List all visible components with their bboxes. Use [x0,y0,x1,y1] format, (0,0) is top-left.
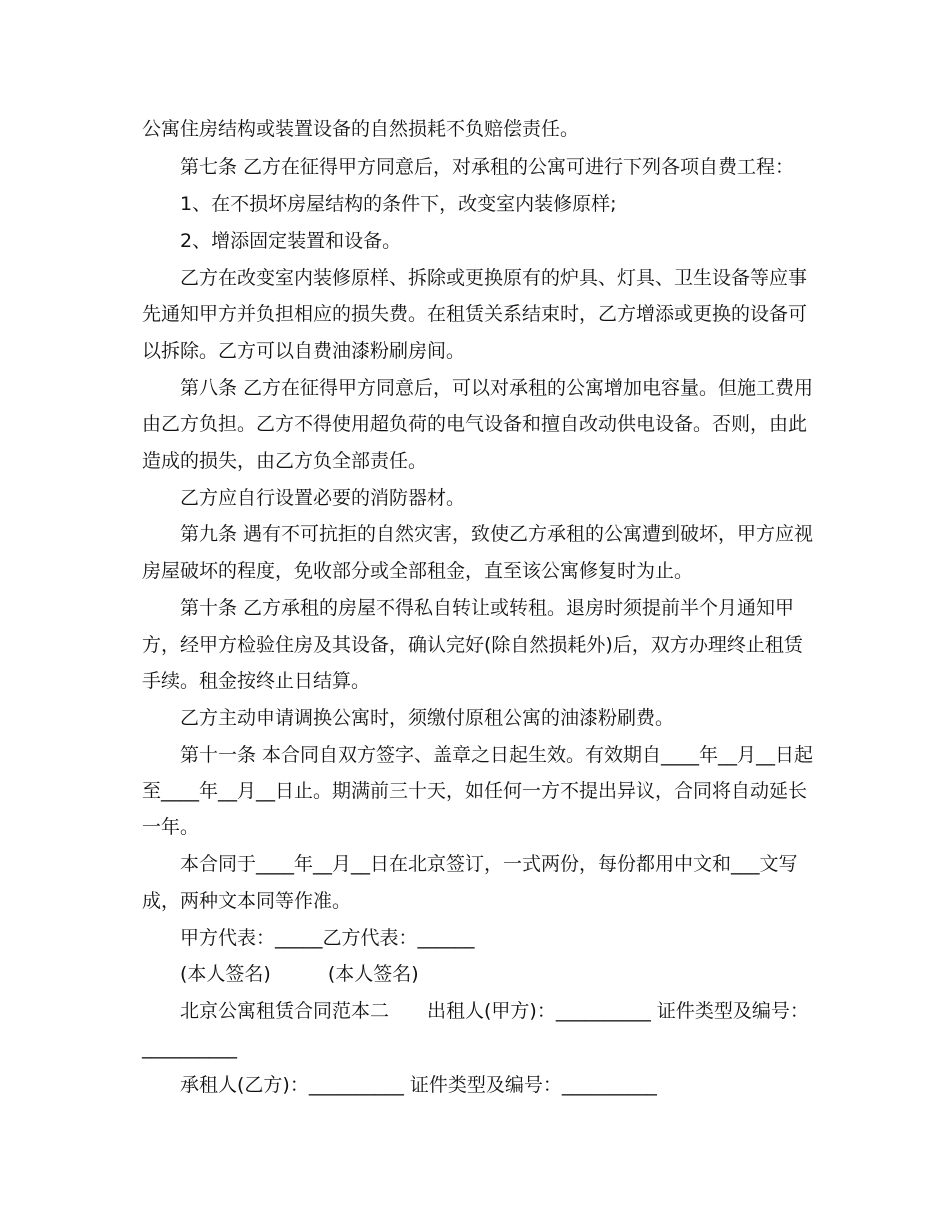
text-line: __________ [142,1037,237,1059]
text-line: 承租人(乙方)：__________ 证件类型及编号：__________ [180,1074,657,1096]
text-line: 一年。 [142,816,200,838]
text-line: 乙方在改变室内装修原样、拆除或更换原有的炉具、灯具、卫生设备等应事 [180,267,808,289]
text-line: 第七条 乙方在征得甲方同意后，对承租的公寓可进行下列各项自费工程： [180,156,795,178]
text-line: 第十条 乙方承租的房屋不得私自转让或转租。退房时须提前半个月通知甲 [180,597,795,619]
signature-caption: (本人签名) (本人签名) [180,963,419,985]
text-line: 房屋破坏的程度，免收部分或全部租金，直至该公寓修复时为止。 [142,560,694,582]
text-line: 由乙方负担。乙方不得使用超负荷的电气设备和擅自改动供电设备。否则，由此 [142,413,808,435]
text-line: 乙方应自行设置必要的消防器材。 [180,487,466,509]
text-line: 先通知甲方并负担相应的损失费。在租赁关系结束时，乙方增添或更换的设备可 [142,303,808,325]
text-line: 北京公寓租赁合同范本二 出租人(甲方)：__________ 证件类型及编号： [180,1000,809,1022]
text-line: 方，经甲方检验住房及其设备，确认完好(除自然损耗外)后，双方办理终止租赁 [142,634,803,656]
text-line: 1、在不损坏房屋结构的条件下，改变室内装修原样; [180,193,617,215]
text-line: 造成的损失，由乙方负全部责任。 [142,450,428,472]
text-line: 成，两种文本同等作准。 [142,890,352,912]
text-line: 第八条 乙方在征得甲方同意后，可以对承租的公寓增加电容量。但施工费用 [180,377,814,399]
text-line: 本合同于____年__月__日在北京签订，一式两份，每份都用中文和___文写 [180,853,798,875]
text-line: 2、增添固定装置和设备。 [180,230,402,252]
text-line: 以拆除。乙方可以自费油漆粉刷房间。 [142,340,466,362]
text-line: 乙方主动申请调换公寓时，须缴付原租公寓的油漆粉刷费。 [180,707,675,729]
text-line: 手续。租金按终止日结算。 [142,670,371,692]
text-line: 第九条 遇有不可抗拒的自然灾害，致使乙方承租的公寓遭到破坏，甲方应视 [180,523,814,545]
text-line: 公寓住房结构或装置设备的自然损耗不负赔偿责任。 [142,118,580,140]
text-line: 至____年__月__日止。期满前三十天，如任何一方不提出异议，合同将自动延长 [142,780,808,802]
text-line: 第十一条 本合同自双方签字、盖章之日起生效。有效期自____年__月__日起 [180,744,814,766]
signature-line: 甲方代表：_____乙方代表：______ [180,927,475,949]
